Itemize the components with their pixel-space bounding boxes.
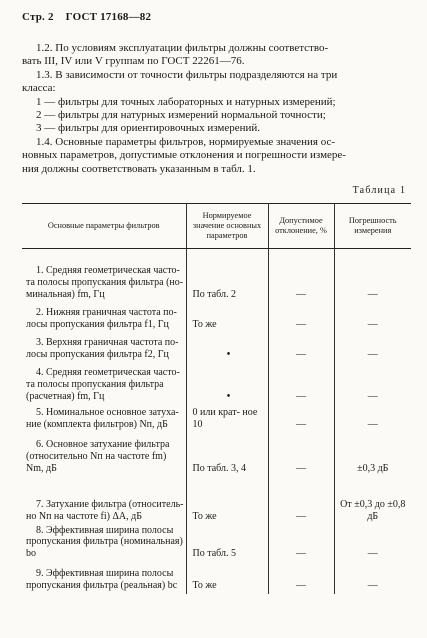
deviation-cell: — bbox=[268, 405, 334, 433]
norm-value-cell: По табл. 2 bbox=[186, 259, 268, 303]
deviation-cell: — bbox=[268, 562, 334, 594]
parameter-line: 1. Средняя геометрическая часто- bbox=[36, 265, 180, 277]
table-row bbox=[22, 562, 411, 594]
parameter-line: пропускания фильтра (реальная) bс bbox=[26, 580, 178, 592]
text-line: ния должны соответствовать указанным в табл. 1. bbox=[22, 162, 256, 175]
table-row bbox=[22, 333, 411, 363]
standard-code: ГОСТ 17168—82 bbox=[65, 11, 152, 23]
deviation-cell: — bbox=[268, 525, 334, 562]
parameter-line: 2. Нижняя граничная частота по- bbox=[36, 306, 177, 318]
parameters-table bbox=[22, 203, 411, 594]
norm-value-cell: То же bbox=[186, 477, 268, 525]
text-line: вать III, IV или V группам по ГОСТ 22261—76. bbox=[22, 55, 245, 68]
body-text bbox=[22, 42, 412, 176]
parameter-cell bbox=[22, 405, 186, 433]
norm-value-cell: По табл. 5 bbox=[186, 525, 268, 562]
parameter-line: 5. Номинальное основное затуха- bbox=[36, 406, 179, 418]
deviation-cell: — bbox=[268, 433, 334, 477]
parameter-line: (относительно Nп на частоте fm) bbox=[26, 450, 167, 462]
column-header: Основные параметры фильтров bbox=[22, 204, 186, 249]
parameter-line: та полосы пропускания фильтра (но- bbox=[26, 276, 184, 288]
measurement-error-cell: От ±0,3 до ±0,8 дБ bbox=[334, 477, 411, 525]
parameter-cell bbox=[22, 562, 186, 594]
parameter-line: (расчетная) fm, Гц bbox=[26, 390, 105, 402]
norm-value-cell: По табл. 3, 4 bbox=[186, 433, 268, 477]
column-header: Допустимое отклонение, % bbox=[268, 204, 334, 249]
measurement-error-cell: — bbox=[334, 405, 411, 433]
parameter-cell bbox=[22, 433, 186, 477]
measurement-error-cell: — bbox=[334, 562, 411, 594]
column-header: Нормируемое значение основных параметров bbox=[186, 204, 268, 249]
table-row bbox=[22, 477, 411, 525]
page-number: Стр. 2 bbox=[22, 11, 54, 23]
parameter-cell bbox=[22, 477, 186, 525]
norm-value-cell: 0 или крат- ное 10 bbox=[186, 405, 268, 433]
parameter-line: но Nп на частоте fi) ΔA, дБ bbox=[26, 510, 142, 522]
parameter-cell bbox=[22, 333, 186, 363]
parameter-line: пропускания фильтра (номинальная) bbox=[26, 536, 183, 548]
table-row bbox=[22, 363, 411, 405]
measurement-error-cell: ±0,3 дБ bbox=[334, 433, 411, 477]
text-line: 3 — фильтры для ориентировочных измерений. bbox=[36, 122, 261, 135]
parameter-line: лосы пропускания фильтра f2, Гц bbox=[26, 348, 169, 360]
parameter-cell bbox=[22, 303, 186, 333]
deviation-cell: — bbox=[268, 333, 334, 363]
measurement-error-cell: — bbox=[334, 303, 411, 333]
norm-value-cell: • bbox=[186, 333, 268, 363]
text-line: 1.4. Основные параметры фильтров, нормируемые значения ос- bbox=[36, 135, 336, 148]
deviation-cell: — bbox=[268, 363, 334, 405]
table-row bbox=[22, 303, 411, 333]
text-line: новных параметров, допустимые отклонения и погрешности измере- bbox=[22, 149, 346, 162]
parameter-line: 9. Эффективная ширина полосы bbox=[36, 568, 174, 580]
parameter-line: та полосы пропускания фильтра bbox=[26, 378, 164, 390]
parameter-line: 3. Верхняя граничная частота по- bbox=[36, 336, 179, 348]
measurement-error-cell: — bbox=[334, 525, 411, 562]
deviation-cell: — bbox=[268, 303, 334, 333]
table-row bbox=[22, 405, 411, 433]
parameter-line: лосы пропускания фильтра f1, Гц bbox=[26, 318, 169, 330]
text-line: класса: bbox=[22, 82, 56, 95]
column-header: Погрешность измерения bbox=[334, 204, 411, 249]
text-line: 1.3. В зависимости от точности фильтры подразделяются на три bbox=[36, 68, 338, 81]
parameter-cell bbox=[22, 363, 186, 405]
norm-value-cell: То же bbox=[186, 303, 268, 333]
table-caption: Таблица 1 bbox=[352, 185, 405, 196]
measurement-error-cell: — bbox=[334, 333, 411, 363]
text-line: 1.2. По условиям эксплуатации фильтры должны соответство- bbox=[36, 42, 329, 54]
table-header-row bbox=[22, 204, 411, 249]
table-row bbox=[22, 433, 411, 477]
parameter-line: 6. Основное затухание фильтра bbox=[36, 439, 170, 451]
text-line: 1 — фильтры для точных лабораторных и натурных измерений; bbox=[36, 95, 336, 108]
parameter-cell bbox=[22, 259, 186, 303]
measurement-error-cell: — bbox=[334, 259, 411, 303]
table-row bbox=[22, 525, 411, 562]
measurement-error-cell: — bbox=[334, 363, 411, 405]
parameter-line: 7. Затухание фильтра (относитель- bbox=[36, 498, 184, 510]
parameter-line: ние (комплекта фильтров) Nп, дБ bbox=[26, 418, 168, 430]
norm-value-cell: • bbox=[186, 363, 268, 405]
text-line: 2 — фильтры для натурных измерений нормальной точности; bbox=[36, 109, 326, 122]
deviation-cell: — bbox=[268, 477, 334, 525]
parameter-line: 4. Средняя геометрическая часто- bbox=[36, 367, 180, 379]
page-header bbox=[22, 11, 151, 23]
norm-value-cell: То же bbox=[186, 562, 268, 594]
deviation-cell: — bbox=[268, 259, 334, 303]
parameter-cell bbox=[22, 525, 186, 562]
parameter-line: Nm, дБ bbox=[26, 462, 57, 474]
parameter-line: 8. Эффективная ширина полосы bbox=[36, 524, 174, 536]
parameter-line: bо bbox=[26, 548, 36, 560]
parameter-line: минальная) fm, Гц bbox=[26, 288, 105, 300]
table-row bbox=[22, 259, 411, 303]
